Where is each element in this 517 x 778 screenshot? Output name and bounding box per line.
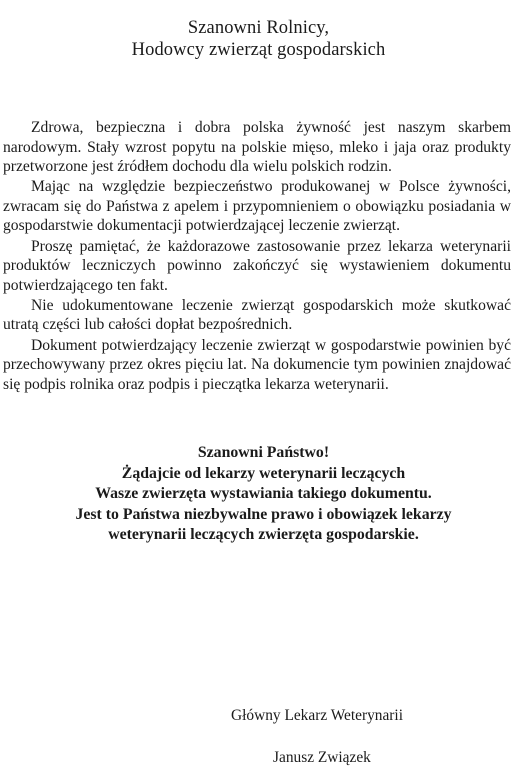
paragraph-subsidy-loss: Nie udokumentowane leczenie zwierząt gospodarskich może skutkować utratą części lub całości dopłat bezpośrednich.	[3, 296, 511, 334]
appeal-line-3: Wasze zwierzęta wystawiania takiego dokumentu.	[95, 485, 432, 503]
appeal-line-1: Szanowni Państwo!	[197, 444, 330, 462]
paragraph-appeal-documentation: Mając na względzie bezpieczeństwo produkowanej w Polsce żywności, zwracam się do Państwa z apelem i przypomnieniem o obowiązku posiadania w gospodarstwie dokumentacji potwierdzającej leczenie zwierząt.	[3, 178, 511, 235]
appeal-line-5: weterynarii leczących zwierzęta gospodarskie.	[108, 526, 419, 544]
signature-name: Janusz Związek	[273, 749, 371, 766]
title-line-1: Szanowni Rolnicy,	[187, 18, 330, 38]
paragraph-retention-period: Dokument potwierdzający leczenie zwierząt w gospodarstwie powinien być przechowywany przez okres pięciu lat. Na dokumencie tym powinien znajdować się podpis rolnika oraz podpis i pieczątka lekarza weterynarii.	[3, 336, 511, 393]
paragraph-vet-document: Proszę pamiętać, że każdorazowe zastosowanie przez lekarza weterynarii produktów leczniczych powinno zakończyć się wystawieniem dokumentu potwierdzającego ten fakt.	[3, 237, 511, 294]
appeal-line-4: Jest to Państwa niezbywalne prawo i obowiązek lekarzy	[75, 505, 452, 523]
paragraph-food-safety: Zdrowa, bezpieczna i dobra polska żywność jest naszym skarbem narodowym. Stały wzrost popytu na polskie mięso, mleko i jaja oraz produkty przetworzone jest źródłem dochodu dla wielu polskich rodzin.	[3, 119, 511, 176]
appeal-line-2: Żądajcie od lekarzy weterynarii leczących	[121, 464, 406, 482]
signature-role: Główny Lekarz Weterynarii	[231, 707, 403, 724]
appeal-block	[3, 443, 514, 546]
title-line-2: Hodowcy zwierząt gospodarskich	[131, 40, 386, 60]
letter-body	[3, 118, 514, 394]
letter-title	[3, 0, 514, 61]
